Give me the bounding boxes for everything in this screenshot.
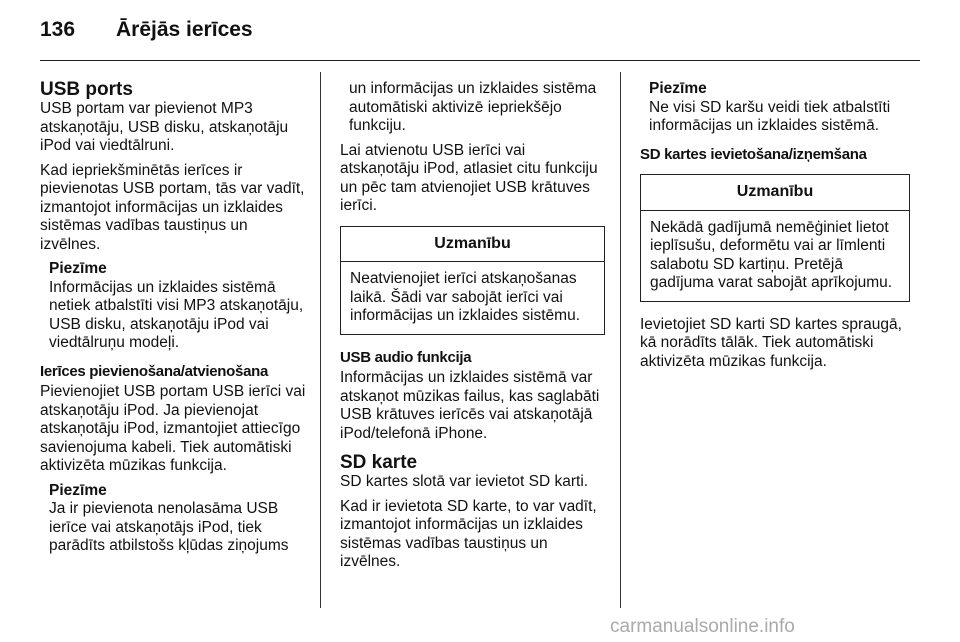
header-rule: [40, 60, 920, 61]
note: [649, 80, 910, 136]
note-text: Ne visi SD karšu veidi tiek atbalstīti informācijas un izklaides sistēmā.: [649, 98, 891, 134]
column-2: [340, 70, 605, 578]
paragraph: Kad ir ievietota SD karte, to var vadīt, izmantojot informācijas un izklaides sistēmas vadības taustiņus un izvēlnes.: [340, 497, 597, 570]
subheading: Ierīces pievienošana/atvienošana: [40, 362, 269, 380]
page-title: Ārējās ierīces: [116, 18, 253, 41]
note-title: Piezīme: [49, 260, 107, 277]
caution-text: Nekādā gadījumā nemēģiniet lietot ieplīsušu, deformētu vai ar līmlenti salabotu SD kartiņu. Pretējā gadījuma varat sabojāt aprīkojumu.: [650, 218, 893, 291]
page-header: [40, 18, 253, 42]
note-title: Piezīme: [649, 80, 707, 97]
caution-title: Uzmanību: [641, 175, 909, 211]
paragraph: Kad iepriekšminētās ierīces ir pievienotas USB portam, tās var vadīt, izmantojot informācijas un izklaides sistēmas vadības taustiņus un izvēlnes.: [40, 161, 305, 253]
column-1: [40, 70, 310, 562]
note-continued: un informācijas un izklaides sistēma automātiski aktivizē iepriekšējo funkciju.: [349, 80, 597, 134]
paragraph: Ievietojiet SD karti SD kartes spraugā, kā norādīts tālāk. Tiek automātiski aktivizēta mūzikas funkcija.: [640, 315, 902, 370]
page-number: 136: [40, 18, 76, 41]
watermark: carmanualsonline.info: [610, 616, 795, 637]
column-3: [640, 70, 910, 377]
paragraph: USB portam var pievienot MP3 atskaņotāju, USB disku, atskaņotāju iPod vai viedtālruni.: [40, 100, 289, 154]
note-text: Informācijas un izklaides sistēmā netiek atbalstīti visi MP3 atskaņotāju, USB disku, atskaņotāju iPod vai viedtālruņu modeļi.: [49, 278, 304, 351]
paragraph: SD kartes slotā var ievietot SD karti.: [340, 473, 589, 490]
paragraph: Pievienojiet USB portam USB ierīci vai atskaņotāju iPod. Ja pievienojat atskaņotāju iPod, izmantojiet attiecīgo savienojuma kabeli. Tiek automātiski aktivizēta mūzikas funkcija.: [40, 383, 306, 474]
subheading: USB audio funkcija: [340, 348, 472, 366]
section-heading-usb: USB ports: [40, 79, 133, 100]
note-title: Piezīme: [49, 481, 107, 499]
caution-box: [340, 226, 605, 335]
note-text: Ja ir pievienota nenolasāma USB ierīce vai atskaņotājs iPod, tiek parādīts atbilstošs kļūdas ziņojums: [49, 500, 289, 554]
subheading: SD kartes ievietošana/izņemšana: [640, 145, 867, 163]
caution-text: Neatvienojiet ierīci atskaņošanas laikā. Šādi var sabojāt ierīci vai informācijas un izklaides sistēmu.: [350, 270, 581, 324]
note: [49, 260, 310, 353]
column-divider: [620, 72, 621, 608]
column-divider: [320, 72, 321, 608]
caution-title: Uzmanību: [341, 227, 604, 263]
note: [49, 482, 310, 556]
section-heading-sd: SD karte: [340, 452, 418, 473]
caution-box: [640, 174, 910, 302]
paragraph: Informācijas un izklaides sistēmā var atskaņot mūzikas failus, kas saglabāti USB krātuves ierīcēs vai atskaņotājā iPod/telefonā iPhone.: [340, 369, 600, 442]
paragraph: Lai atvienotu USB ierīci vai atskaņotāju iPod, atlasiet citu funkciju un pēc tam atvienojiet USB krātuves ierīci.: [340, 141, 598, 214]
